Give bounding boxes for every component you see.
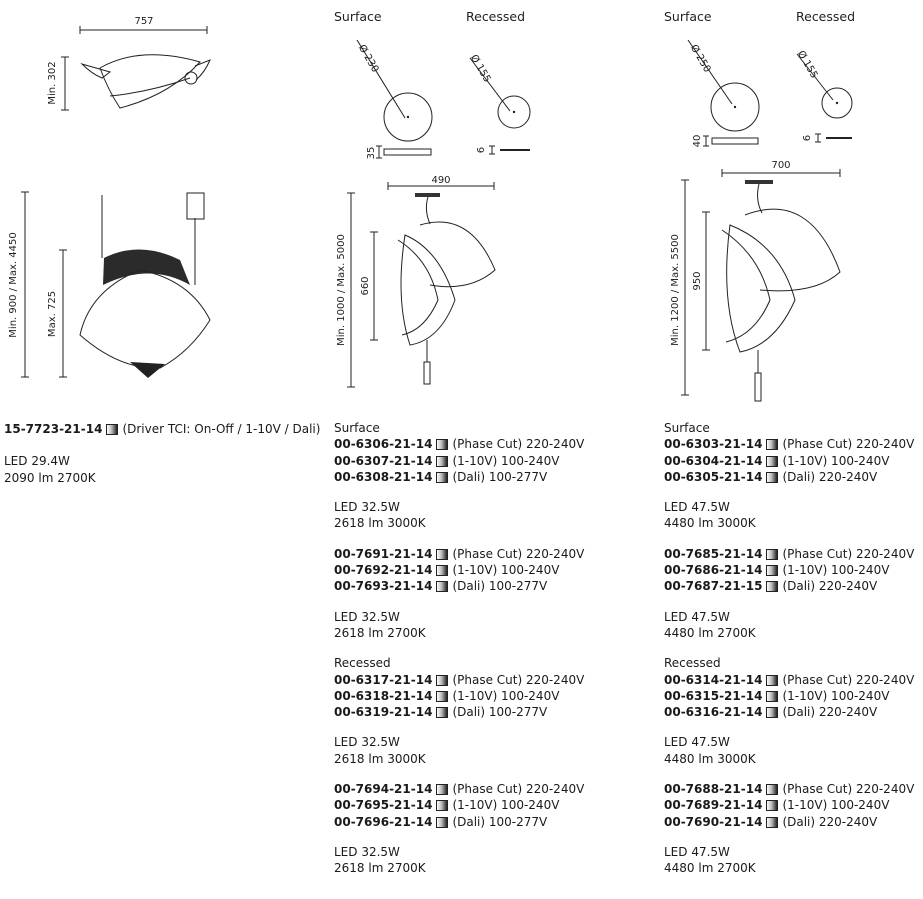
led-power: LED 32.5W bbox=[334, 609, 400, 624]
product-row bbox=[334, 578, 584, 594]
product-desc: (1-10V) 100-240V bbox=[782, 453, 890, 468]
product-row bbox=[664, 797, 914, 813]
col3-dim-recessed-h: 6 bbox=[802, 134, 813, 142]
product-desc: (Phase Cut) 220-240V bbox=[452, 437, 585, 452]
col2-canopy-views bbox=[356, 40, 530, 159]
col1-top-view bbox=[47, 16, 210, 110]
product-code: 15-7723-21-14 bbox=[4, 422, 103, 436]
product-row bbox=[664, 704, 914, 720]
col2-dim-height: 660 bbox=[360, 276, 371, 296]
finish-swatch-icon bbox=[766, 784, 778, 795]
lumen-output: 4480 lm 3000K bbox=[664, 516, 756, 531]
col1-spec-block bbox=[4, 421, 320, 486]
lumen-output: 2618 lm 3000K bbox=[334, 751, 426, 766]
product-row bbox=[664, 672, 914, 688]
product-row bbox=[334, 814, 584, 830]
col1-dim-width: 757 bbox=[134, 16, 154, 27]
col2-dim-canopy-h: 35 bbox=[366, 146, 377, 160]
finish-swatch-icon bbox=[766, 581, 778, 592]
product-code: 00-6314-21-14 bbox=[664, 672, 763, 687]
lumen-output: 4480 lm 2700K bbox=[664, 861, 756, 876]
product-desc: (Dali) 100-277V bbox=[452, 705, 548, 720]
finish-swatch-icon bbox=[436, 675, 448, 686]
col1-dim-total: Min. 900 / Max. 4450 bbox=[8, 232, 19, 338]
product-row bbox=[334, 672, 584, 688]
product-code: 00-7692-21-14 bbox=[334, 563, 433, 578]
col1-product-row bbox=[4, 421, 320, 437]
col3-dim-total: Min. 1200 / Max. 5500 bbox=[670, 234, 681, 346]
finish-swatch-icon bbox=[436, 439, 448, 450]
product-code: 00-7687-21-15 bbox=[664, 579, 763, 594]
product-code: 00-7685-21-14 bbox=[664, 546, 763, 561]
finish-swatch-icon bbox=[436, 565, 448, 576]
col1-lumen: 2090 lm 2700K bbox=[4, 470, 96, 485]
product-desc: (1-10V) 100-240V bbox=[782, 563, 890, 578]
col2-dim-recessed-h: 6 bbox=[476, 146, 487, 154]
product-code: 00-7686-21-14 bbox=[664, 563, 763, 578]
product-desc: (Phase Cut) 220-240V bbox=[782, 437, 915, 452]
finish-swatch-icon bbox=[766, 817, 778, 828]
product-code: 00-6305-21-14 bbox=[664, 469, 763, 484]
finish-swatch-icon bbox=[436, 456, 448, 467]
product-row bbox=[664, 688, 914, 704]
product-desc: (Dali) 220-240V bbox=[782, 705, 878, 720]
product-desc: (1-10V) 100-240V bbox=[452, 798, 560, 813]
col1-dim-max: Max. 725 bbox=[47, 290, 58, 338]
col2-dim-width: 490 bbox=[431, 175, 451, 186]
product-desc: (Dali) 220-240V bbox=[782, 469, 878, 484]
col2-dia-recessed: Ø 155 bbox=[467, 52, 493, 85]
product-row bbox=[664, 469, 914, 485]
finish-swatch-icon bbox=[766, 707, 778, 718]
product-desc: (Phase Cut) 220-240V bbox=[782, 782, 915, 797]
finish-swatch-icon bbox=[436, 707, 448, 718]
product-code: 00-6308-21-14 bbox=[334, 469, 433, 484]
product-desc: (Driver TCI: On-Off / 1-10V / Dali) bbox=[122, 422, 321, 436]
finish-swatch-icon bbox=[436, 549, 448, 560]
col3-canopy-views bbox=[688, 40, 852, 147]
col1-pendant-view bbox=[8, 192, 210, 378]
product-row bbox=[664, 436, 914, 452]
product-code: 00-7693-21-14 bbox=[334, 579, 433, 594]
col3-spec-list bbox=[664, 420, 914, 877]
product-row bbox=[664, 546, 914, 562]
product-code: 00-6318-21-14 bbox=[334, 688, 433, 703]
product-desc: (Dali) 100-277V bbox=[452, 579, 548, 594]
product-desc: (1-10V) 100-240V bbox=[782, 798, 890, 813]
col2-recessed-header: Recessed bbox=[466, 9, 526, 24]
finish-swatch-icon bbox=[436, 472, 448, 483]
product-row bbox=[664, 814, 914, 830]
product-desc: (1-10V) 100-240V bbox=[452, 453, 560, 468]
product-row bbox=[334, 797, 584, 813]
product-code: 00-6306-21-14 bbox=[334, 437, 433, 452]
product-desc: (Phase Cut) 220-240V bbox=[452, 672, 585, 687]
group-label: Recessed bbox=[334, 656, 391, 671]
col3-pendant-view bbox=[670, 160, 840, 401]
finish-swatch-icon bbox=[436, 581, 448, 592]
product-code: 00-6316-21-14 bbox=[664, 705, 763, 720]
led-power: LED 47.5W bbox=[664, 500, 730, 515]
col3-dim-width: 700 bbox=[771, 160, 791, 171]
lumen-output: 4480 lm 3000K bbox=[664, 751, 756, 766]
product-desc: (Phase Cut) 220-240V bbox=[782, 546, 915, 561]
product-code: 00-6317-21-14 bbox=[334, 672, 433, 687]
group-label: Recessed bbox=[664, 656, 721, 671]
finish-swatch-icon bbox=[766, 456, 778, 467]
col3-dia-surface: Ø 250 bbox=[687, 42, 713, 75]
finish-swatch-icon bbox=[106, 424, 118, 435]
col2-pendant-view bbox=[336, 175, 495, 387]
finish-swatch-icon bbox=[766, 800, 778, 811]
finish-swatch-icon bbox=[766, 549, 778, 560]
col3-dim-canopy-h: 40 bbox=[692, 134, 703, 148]
col3-surface-header: Surface bbox=[664, 9, 712, 24]
lumen-output: 2618 lm 2700K bbox=[334, 625, 426, 640]
product-row bbox=[334, 781, 584, 797]
led-power: LED 47.5W bbox=[664, 735, 730, 750]
col2-surface-header: Surface bbox=[334, 9, 382, 24]
product-code: 00-7696-21-14 bbox=[334, 814, 433, 829]
product-row bbox=[664, 562, 914, 578]
product-code: 00-7695-21-14 bbox=[334, 798, 433, 813]
product-row bbox=[334, 436, 584, 452]
product-code: 00-7689-21-14 bbox=[664, 798, 763, 813]
product-row bbox=[334, 704, 584, 720]
product-desc: (Dali) 220-240V bbox=[782, 579, 878, 594]
product-desc: (1-10V) 100-240V bbox=[782, 688, 890, 703]
product-desc: (Phase Cut) 220-240V bbox=[452, 782, 585, 797]
product-code: 00-6304-21-14 bbox=[664, 453, 763, 468]
product-desc: (Dali) 220-240V bbox=[782, 814, 878, 829]
product-row bbox=[664, 453, 914, 469]
col1-led: LED 29.4W bbox=[4, 454, 70, 469]
product-desc: (1-10V) 100-240V bbox=[452, 563, 560, 578]
product-code: 00-7691-21-14 bbox=[334, 546, 433, 561]
group-label: Surface bbox=[664, 421, 710, 435]
finish-swatch-icon bbox=[766, 691, 778, 702]
led-power: LED 32.5W bbox=[334, 500, 400, 515]
product-code: 00-6315-21-14 bbox=[664, 688, 763, 703]
lumen-output: 2618 lm 3000K bbox=[334, 516, 426, 531]
col2-dia-surface: Ø 230 bbox=[355, 42, 381, 75]
led-power: LED 32.5W bbox=[334, 735, 400, 750]
led-power: LED 47.5W bbox=[664, 609, 730, 624]
led-power: LED 32.5W bbox=[334, 844, 400, 859]
product-desc: (1-10V) 100-240V bbox=[452, 688, 560, 703]
finish-swatch-icon bbox=[766, 675, 778, 686]
finish-swatch-icon bbox=[766, 439, 778, 450]
finish-swatch-icon bbox=[436, 784, 448, 795]
product-row bbox=[334, 688, 584, 704]
product-row bbox=[334, 546, 584, 562]
product-desc: (Dali) 100-277V bbox=[452, 814, 548, 829]
product-desc: (Dali) 100-277V bbox=[452, 469, 548, 484]
product-code: 00-7694-21-14 bbox=[334, 782, 433, 797]
finish-swatch-icon bbox=[436, 800, 448, 811]
product-code: 00-6303-21-14 bbox=[664, 437, 763, 452]
col3-dim-height: 950 bbox=[692, 271, 703, 291]
col2-dim-total: Min. 1000 / Max. 5000 bbox=[336, 234, 347, 346]
finish-swatch-icon bbox=[766, 565, 778, 576]
product-code: 00-7688-21-14 bbox=[664, 782, 763, 797]
finish-swatch-icon bbox=[436, 691, 448, 702]
product-row bbox=[664, 781, 914, 797]
product-row bbox=[664, 578, 914, 594]
lumen-output: 2618 lm 2700K bbox=[334, 861, 426, 876]
product-row bbox=[334, 453, 584, 469]
finish-swatch-icon bbox=[436, 817, 448, 828]
lumen-output: 4480 lm 2700K bbox=[664, 625, 756, 640]
product-row bbox=[334, 562, 584, 578]
group-label: Surface bbox=[334, 421, 380, 435]
col2-spec-list bbox=[334, 420, 584, 877]
product-row bbox=[334, 469, 584, 485]
product-desc: (Phase Cut) 220-240V bbox=[782, 672, 915, 687]
col3-recessed-header: Recessed bbox=[796, 9, 856, 24]
led-power: LED 47.5W bbox=[664, 844, 730, 859]
col1-dim-min-height: Min. 302 bbox=[47, 61, 58, 105]
finish-swatch-icon bbox=[766, 472, 778, 483]
product-code: 00-6319-21-14 bbox=[334, 705, 433, 720]
product-code: 00-6307-21-14 bbox=[334, 453, 433, 468]
product-desc: (Phase Cut) 220-240V bbox=[452, 546, 585, 561]
product-code: 00-7690-21-14 bbox=[664, 814, 763, 829]
col3-dia-recessed: Ø 155 bbox=[794, 48, 820, 81]
